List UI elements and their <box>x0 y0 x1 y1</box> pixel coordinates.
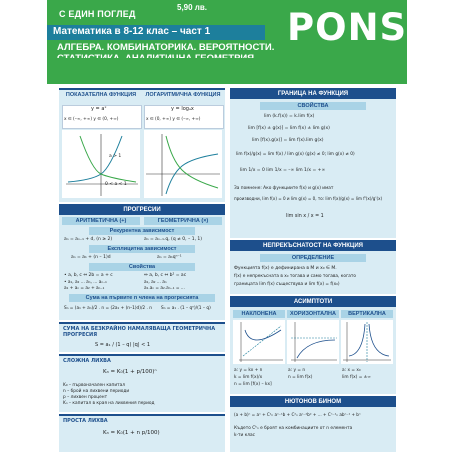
newton-text-2: k-ти клас <box>234 433 256 438</box>
subtitle-line: АЛГЕБРА. КОМБИНАТОРИКА. ВЕРОЯТНОСТИ. <box>57 42 275 53</box>
newton-heading: НЮТОНОВ БИНОМ <box>230 398 396 407</box>
infinite-sum-formula: S = a₁ / (1 – q) |q| < 1 <box>95 342 151 348</box>
limit-rule-2: lim [f(x) ± g(x)] = lim f(x) ± lim g(x) <box>248 126 330 131</box>
asym-oblique-n: n = lim [f(x) – kx] <box>234 382 272 387</box>
remember-text-2: производни, lim f(x) = 0 и lim g(x) = 0, то: lim f(x)/g(x) = lim f'(x)/g'(x) <box>234 196 383 201</box>
limit-rule-5: lim 1/x = 0 lim 1/x = –∞ lim 1/x = +∞ <box>240 168 326 173</box>
exp-func-eq: y = aˣ <box>91 106 107 112</box>
sum-arith: Sₙ = (a₁ + aₙ)/2 . n = (2a₁ + (n–1)d)/2 . n <box>64 306 152 311</box>
asym-horizontal-n: n = lim f(x) <box>288 375 313 380</box>
compound-heading: СЛОЖНА ЛИХВА <box>63 358 111 364</box>
simple-interest-panel <box>59 414 225 452</box>
asym-vertical-heading: ВЕРТИКАЛНА <box>341 310 393 318</box>
exp-geom: aₙ = a₁qⁿ⁻¹ <box>157 255 182 260</box>
definition-heading: ОПРЕДЕЛЕНИЕ <box>260 254 366 262</box>
exp-func-label: ПОКАЗАТЕЛНА ФУНКЦИЯ <box>65 92 137 98</box>
rec-geom: aₙ = aₙ₋₁.q, (q ≠ 0, – 1, 1) <box>144 237 203 242</box>
compound-legend-3: p – лихвен процент <box>63 395 108 400</box>
asym-horizontal-heading: ХОРИЗОНТАЛНА <box>287 310 339 318</box>
geom-heading: ГЕОМЕТРИЧНА (×) <box>144 217 222 225</box>
brand-logo: PONS <box>287 6 407 49</box>
arith-heading: АРИТМЕТИЧНА (+) <box>62 217 140 225</box>
limit-rule-3: lim [f(x).g(x)] = lim f(x).lim g(x) <box>252 138 324 143</box>
prop-geom-3: a₁.aₙ = a₂.aₙ₋₁ = ... <box>144 286 185 291</box>
compound-interest-panel <box>59 354 225 412</box>
newton-binomial-panel <box>230 396 396 452</box>
asym-vertical-lim: lim f(x) = ±∞ <box>342 375 371 380</box>
compound-legend-2: n – брой на лихвени периоди <box>63 389 130 394</box>
graph-label-a-gt-1: a > 1 <box>109 154 122 159</box>
simple-heading: ПРОСТА ЛИХВА <box>63 418 108 424</box>
continuity-heading: НЕПРЕКЪСНАТОСТ НА ФУНКЦИЯ <box>230 242 396 251</box>
simple-formula: Kₙ = K₀(1 + n p/100) <box>103 430 160 436</box>
definition-text-3: границата lim f(x) съществува и lim f(x) = f(x₀) <box>234 282 340 287</box>
properties-heading: Свойства <box>89 263 195 271</box>
log-func-label: ЛОГАРИТМИЧНА ФУНКЦИЯ <box>145 92 221 98</box>
asymptote-graphs <box>233 320 393 364</box>
series-label: С ЕДИН ПОГЛЕД <box>59 9 136 19</box>
sum-heading: Сума на първите n члена на прогресията <box>69 294 215 302</box>
asym-oblique-eq: a: y = kx + n <box>234 368 263 373</box>
limits-heading: ГРАНИЦА НА ФУНКЦИЯ <box>230 90 396 99</box>
asym-horizontal-eq: a: y = n <box>288 368 306 373</box>
rec-arith: aₙ = aₙ₋₁ + d, (n ≥ 2) <box>64 237 113 242</box>
prop-arith-2: • a₁, a₂ ... aₙ, ... aₙ₋ₖ <box>64 280 108 285</box>
asym-oblique-k: k = lim f(x)/x <box>234 375 263 380</box>
asym-oblique-heading: НАКЛОНЕНА <box>233 310 285 318</box>
graph-label-a-lt-1: 0 < a < 1 <box>105 182 127 187</box>
book-title: Математика в 8-12 клас – част 1 <box>53 26 211 37</box>
exp-arith: aₙ = a₁ + (n – 1)d <box>71 255 111 260</box>
limit-properties-heading: СВОЙСТВА <box>260 102 366 110</box>
functions-panel <box>59 88 225 202</box>
prop-arith-3: a₁ + aₙ = a₂ + aₙ₋₁ <box>64 286 105 291</box>
definition-text-2: f(x) е непрекъсната в x₀ тогава и само тогава, когато <box>234 274 356 279</box>
sum-geom: Sₙ = a₁ . (1 – qⁿ)/(1 – q) <box>161 306 211 311</box>
asymptotes-heading: АСИМПТОТИ <box>230 298 396 307</box>
remember-text-1: За помнене: Ако функциите f(x) и g(x) имат <box>234 186 334 191</box>
recurrent-heading: Рекурентна зависимост <box>89 227 195 235</box>
prop-geom-2: a₁, a₂ ... aₙ <box>144 280 167 285</box>
limit-rule-4: lim f(x)/g(x) = lim f(x) / lim g(x) (g(x) ≠ 0; lim g(x) ≠ 0) <box>236 152 355 157</box>
infinite-sum-panel <box>59 322 225 352</box>
log-func-domain: x ∈ (0, +∞) y ∈ (–∞, +∞) <box>146 117 201 122</box>
newton-text-1: Където Cᵏₙ е броят на комбинациите от n елемента <box>234 426 353 431</box>
newton-formula: (a + b)ⁿ = aⁿ + C¹ₙ aⁿ⁻¹b + C²ₙ aⁿ⁻²b² + ... + Cⁿ⁻¹ₙ abⁿ⁻¹ + bⁿ <box>234 412 361 417</box>
asymptotes-panel <box>230 296 396 394</box>
header-band-lower <box>47 58 407 84</box>
price-tag: 5,90 лв. <box>177 3 208 12</box>
compound-legend-4: Kₙ – капитал в края на лихвения период <box>63 401 155 406</box>
limit-rule-1: lim (k.f(x)) = k.lim f(x) <box>264 114 315 119</box>
continuity-panel <box>230 240 396 294</box>
progressions-heading: ПРОГРЕСИИ <box>59 206 225 215</box>
explicit-heading: Експлицитна зависимост <box>89 245 195 253</box>
title-bar <box>47 25 265 40</box>
log-func-eq: y = logₐx <box>171 106 194 112</box>
definition-text-1: Функцията f(x) е дефинирана в M и x₀ ∈ M. <box>234 266 337 271</box>
progressions-panel <box>59 204 225 320</box>
compound-legend-1: K₀ – първоначален капитал <box>63 383 126 388</box>
compound-formula: Kₙ = K₀(1 + p/100)ⁿ <box>103 369 157 375</box>
cheat-sheet-cover <box>47 0 407 452</box>
limits-panel <box>230 88 396 238</box>
exp-func-domain: x ∈ (–∞, +∞) y ∈ (0, +∞) <box>64 117 119 122</box>
prop-geom-1: ⇔ a, b, c ⇔ b² = ac <box>144 273 187 278</box>
functions-graph <box>62 130 222 198</box>
infinite-sum-heading: СУМА НА БЕЗКРАЙНО НАМАЛЯВАЩА ГЕОМЕТРИЧНА ПРОГРЕСИЯ <box>63 326 216 338</box>
asym-vertical-eq: a: x = x₀ <box>342 368 361 373</box>
prop-arith-1: • a, b, c ⇔ 2b = a + c <box>64 273 113 278</box>
sinx-limit: lim sin x / x = 1 <box>286 214 324 219</box>
